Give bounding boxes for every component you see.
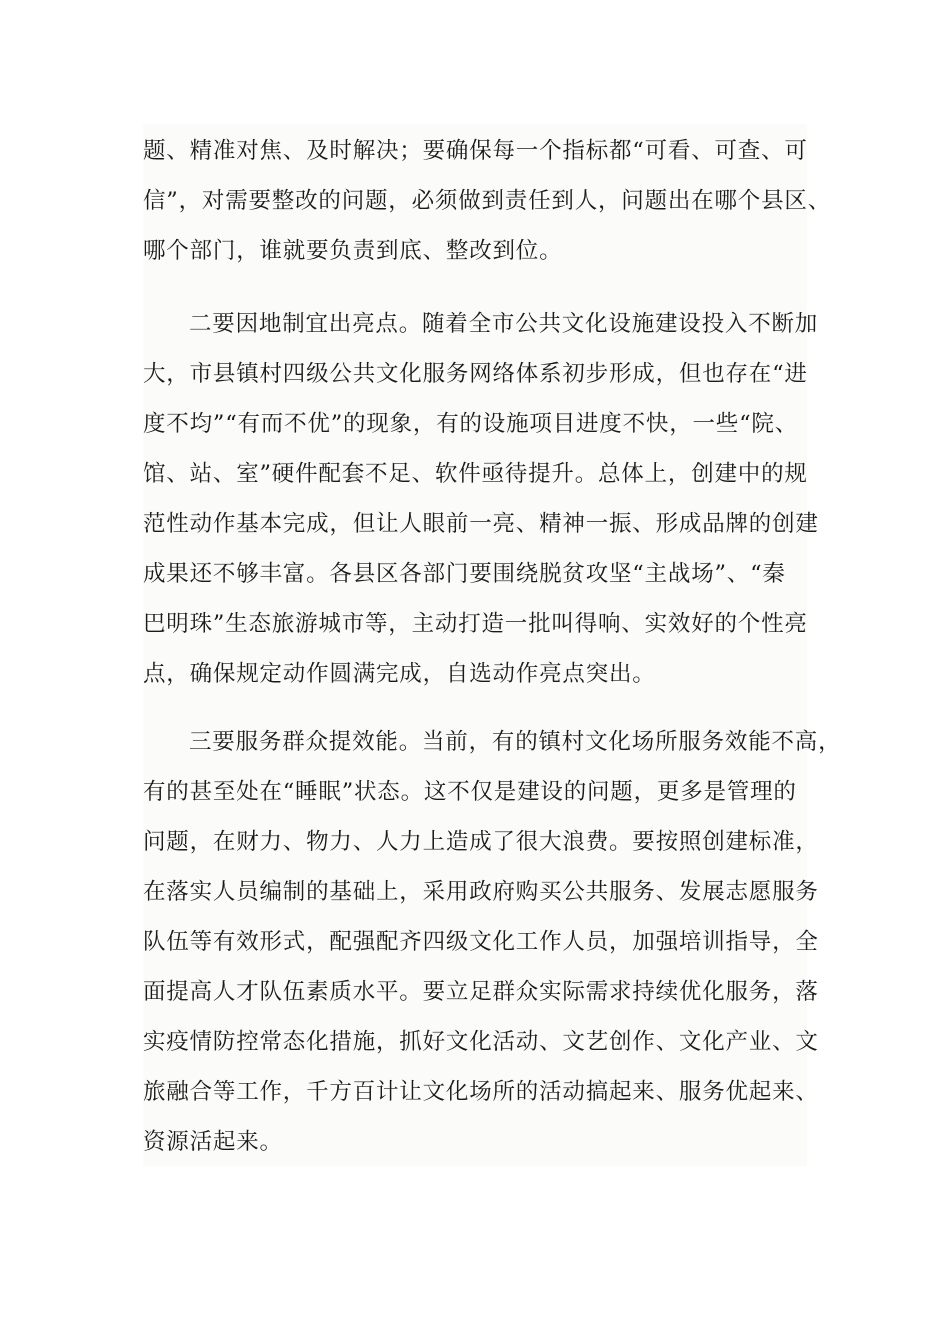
text-line: 面提高人才队伍素质水平。要立足群众实际需求持续优化服务，落: [143, 979, 819, 1005]
text-line: 大，市县镇村四级公共文化服务网络体系初步形成，但也存在“进: [143, 361, 808, 387]
text-block: [143, 124, 842, 1166]
text-line: 范性动作基本完成，但让人眼前一亮、精神一振、形成品牌的创建: [143, 511, 819, 537]
text-line: 队伍等有效形式，配强配齐四级文化工作人员，加强培训指导，全: [143, 929, 819, 955]
text-line: 资源活起来。: [143, 1129, 283, 1155]
text-line: 信”，对需要整改的问题，必须做到责任到人，问题出在哪个县区、: [143, 188, 832, 214]
text-line: 巴明珠”生态旅游城市等，主动打造一批叫得响、实效好的个性亮: [143, 611, 808, 637]
paragraph-1: [143, 126, 832, 276]
text-line: 点，确保规定动作圆满完成，自选动作亮点突出。: [143, 661, 656, 687]
text-line: 实疫情防控常态化措施，抓好文化活动、文艺创作、文化产业、文: [143, 1029, 819, 1055]
text-line: 成果还不够丰富。各县区各部门要围绕脱贫攻坚“主战场”、“秦: [143, 561, 786, 587]
text-line: 有的甚至处在“睡眠”状态。这不仅是建设的问题，更多是管理的: [143, 779, 797, 805]
text-line: 旅融合等工作，千方百计让文化场所的活动搞起来、服务优起来、: [143, 1079, 819, 1105]
paragraph-2: [143, 299, 819, 699]
text-line: 三要服务群众提效能。当前，有的镇村文化场所服务效能不高，: [189, 729, 842, 755]
text-line: 问题，在财力、物力、人力上造成了很大浪费。要按照创建标准，: [143, 829, 819, 855]
text-line: 在落实人员编制的基础上，采用政府购买公共服务、发展志愿服务: [143, 879, 819, 905]
text-line: 馆、站、室”硬件配套不足、软件亟待提升。总体上，创建中的规: [143, 461, 808, 487]
text-line: 哪个部门，谁就要负责到底、整改到位。: [143, 238, 563, 264]
paragraph-3: [143, 717, 842, 1167]
text-line: 二要因地制宜出亮点。随着全市公共文化设施建设投入不断加: [189, 311, 819, 337]
text-line: 题、精准对焦、及时解决；要确保每一个指标都“可看、可查、可: [143, 138, 808, 164]
text-line: 度不均”“有而不优”的现象，有的设施项目进度不快，一些“院、: [143, 411, 799, 437]
